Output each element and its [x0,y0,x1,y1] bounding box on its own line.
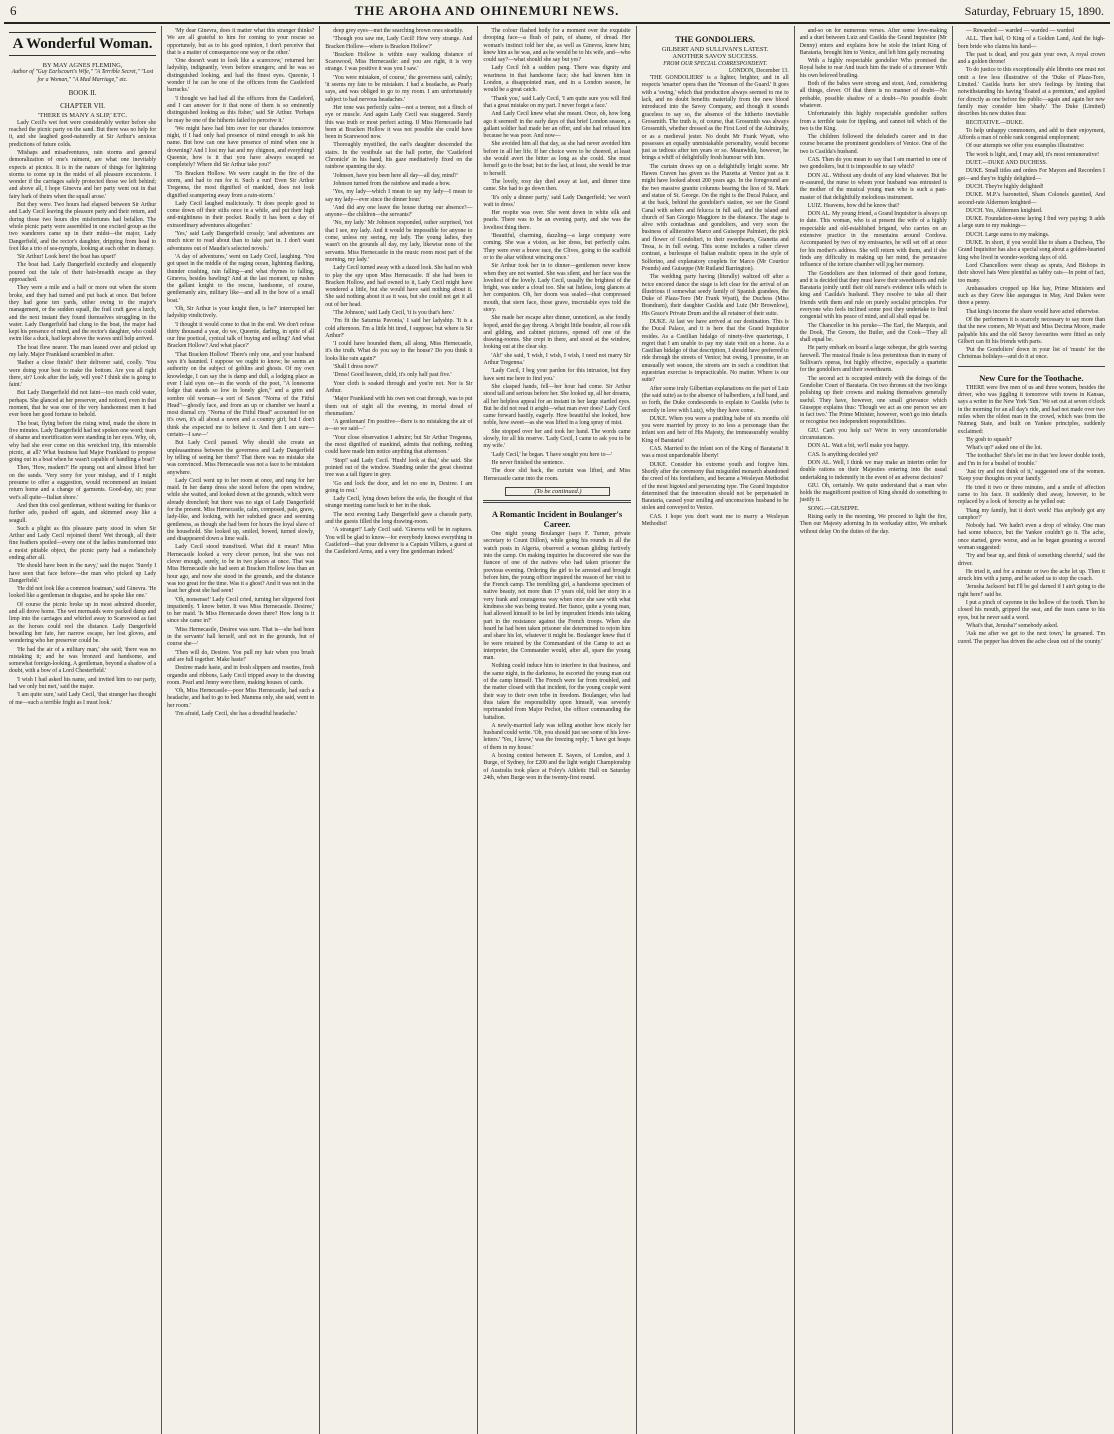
paragraph: 'He had the air of a military man,' she said; 'there was no mistaking it; and he was bronzed and handsome, and somewhat foreign-looking. A gentleman, beyond a shadow of a doubt, with a bow of a Lord Chesterfield.' [9,646,157,675]
paragraph: 'Sir Arthur! Look here! the boat has upset!' [17,254,117,261]
paragraph: Your cloth is soaked through and you're not. Nor is Sir Arthur. [325,380,473,394]
paragraph: 'I am quite sure,' said Lady Cecil, 'that stranger has thought of me—such a terrible fright as I must look.' [9,692,157,706]
paragraph: The boat, flying before the rising wind, made the shore in five minutes. Lady Dangerfield had not spoken one word; tears of shame and mortification were standing in her eyes. Why, oh, why had she ever come on this wretched trip, this miserable picnic, at all? What business had Major Frankland to propose going out in a boat when he wasn't capable of handling a boat? [9,420,157,464]
paragraph: 'Ah!' she said, 'I wish, I wish, I wish, I need not marry Sir Arthur Tregenna.' [483,352,631,367]
paragraph: One night young Boulanger (says F. Turner, private secretary to Count Dillon), while going his rounds in all the watch posts in Algeria, observed a woman gliding furtively into the camp. On making inquiries he discovered she was the fiancee of one of the natives who had taken prisoner the previous evening. Ordering the girl to be arrested and brought before him, the young officer inquired the reason of her visit to the French camp. The trembling girl, a handsome specimen of native beauty, not more than 17 years old, told her story in a very frank and courageous way when once she saw with what kindness she was being treated. Her fiance, quite a young man, had allowed himself to be led by imprudent friends into taking part in the resistance against the French troops. When she heard he had been taken prisoner she determined to rejoin him and share his lot, whatever it might be. Boulanger knew that if he were retained by the Commandant of the Camp to act as interpreter, the Commander would, after all, spare the young man. [483,531,631,662]
columns [4,26,1110,1434]
paragraph: CAS. Then do you mean to say that I am married to one of two gondoliers, but it is impossible to say which? [799,157,947,171]
column-4-body [483,28,630,483]
column-5 [637,26,795,1434]
byline: BY MAY AGNES FLEMING, [42,62,123,69]
paragraph: 'I'm fit the Saturnia Pavonia,' I said her ladyship. 'It is a cold afternoon. I'm a little bit tired, I suppose; but where is Sir Arthur?' [325,318,473,339]
paragraph: Lady Cecil stood transfixed. What did it mean? Miss Hernecastle looked a very clever person, but she was not clever enough, surely, to be in two places at once. That was Miss Hernecastle she had seen at Bracken Hollow less than an hour ago, and now she stood in the grounds, and the distance was too great for the time. Was it a ghost? And it was not in the least her ghost she had seen! [167,544,315,595]
paragraph: 'The toothache! She's let me in that 'ere lower double tooth, and I'm in for a bushel of trouble.' [957,453,1105,467]
paragraph: 'Stop!' said Lady Cecil. 'Hush! look at that,' she said. She pointed out of the window. Standing under the great chestnut tree was a tall figure in grey. [325,457,473,479]
paragraph: A boxing contest between E. Sayers, of London, and J. Burge, of Sydney, for £200 and the light weight Championship of Australia took place at Foley's Athletic Hall on Saturday 24th, when Burge won in the twenty-first round. [483,753,631,781]
issue-date: Saturday, February 15, 1890. [964,3,1104,18]
paragraph: The curtain draws up on a delightfully bright scene. Mr Hawes Craven has given us the Piazetta at Venice just as it might have looked about 200 years ago. In the foreground are the two massive granite columns bearing the lion of St. Mark and statue of St. George. On the right is the Ducal Palace, and at the back, behind the gondolier's station, we see the Grand Canal with sebers and felucca in full sail, and the island and church of San Giorgio Maggiore in the distance. The stage is alive with contadinas and gondoliers, and very soon the business of alliterative Marco and Guiseppe Palmieri, the pick and flower of Gondolieri, to their sweethearts, Gianetta and Tessa, is in full swing. This scene includes a rather clever contrast, a burlesque of Italian realistic opera in the style of Solferino, and explanatory couplets for Marco (Mr Courtice Pounds) and Guiseppe (Mr Rutland Barrington). [641,163,789,272]
paragraph: DUKE. In short, if you would like to sham a Duchess, The Grand Inquisitor has also a special song about a golden-hearted king who lived in wonder-working days of old. [957,240,1105,261]
paragraph: DUKE. Foundation-stone laying I find very paying; It adds a large sum to my makings— [957,216,1105,230]
gondoliers-heading: THE GONDOLIERS. [675,34,756,44]
paragraph: Her tone was perfectly calm—not a tremor, not a flinch of eye or muscle. And again Lady Cecil was staggered. Surely this was truth or most perfect acting. If Miss Hernecastle had been at Bracken Hollow it was not possible she could have been in Scarswood now. [325,104,473,141]
paragraph: 'Mishaps and misadventures, rain storms and general demoralization of one's raiment, are what one inevitably expects at picnics. It is in the nature of things for lightning storms to come up in the midst of all pleasure excursions. I wonder if the carriages safely protected those we left behind; and above all, I hope Ginevra and her party went out in that fairy bark of theirs when the squall arose.' [9,149,157,200]
paragraph: She avoided him all that day, as she had never avoided him before in all her life. If her choice were to be cheered, at least she would avert the bitter as long as she could. She must herself go to the boat; but to the last, at least, she would be true to herself. [483,141,631,177]
paragraph: — Rewarded — warded — warded — warded [965,28,1074,34]
paragraph: Lady Cecil went up to her room at once, and rang for her maid. In her damp dress she stood before the open window, while she waited, and looked down at the grounds, which were already drenched; but there was no sign of Lady Dangerfield for the present. Miss Hernecastle, calm, composed, pale, grave, lady-like, and looking, with her subdued grace and seeming gentleness, as though she had been for hours the loyal slave of the household. She looked up, smiled, bowed, turned slowly, and disappeared down a lime walk. [167,477,315,543]
paragraph: 'Yes, my lady—which I mean to say my lady—I mean to say my lady—ever since the dinner hour.' [325,189,473,203]
paragraph: Lady Cecil, lying down before the sofa, the thought of that strange meeting came back to her in the dusk. [325,496,473,510]
paragraph: DUKE. At last we have arrived at our destination. This is the Ducal Palace, and it is here that the Grand Inquisitor resides. As a Castilian hidalgo of ninety-five quarterings, I regret that I am unable to pay my state visit on a horse. As a Castilian hidalgo of that description, I should have preferred to ride through the streets of Venice; but owing, I presume, to an unusually wet season, the streets are in such a condition that equestrian exercise is impracticable. No matter. Where is our suite? [641,318,789,384]
paragraph: Lord Chancellors were cheap as sprats, And Bishops in their shovel hats Were plentiful as tabby cats—In point of fact, too many. [957,262,1105,284]
paragraph: But Lady Cecil paused. Why should she create an unpleasantness between the governess and Lady Dangerfield by telling of seeing her there? That there was no mistake she was convinced. Miss Hernecastle was not a face to be mistaken anywhere. [167,440,315,476]
column-1-body [9,120,156,707]
paragraph: DUKE. When you were a prattling babe of six months old you were married by proxy to no less a personage than the infant son and heir of His Majesty, the immeasurably wealthy King of Barataria! [641,415,789,444]
paragraph: RECITATIVE.—DUKE. [965,119,1024,126]
paragraph: THERE were five men of us and three women, besides the driver, who was jiggling it tomorrow with towns in Kansas, says a writer in the New York 'Sun.' We set out at seven o'clock in the morning for an all day's ride, and had not made over two miles when the oldest man in the crowd, which was from the Nutmeg State, and built on Yankee principles, suddenly exclaimed: [957,384,1105,435]
paragraph: 'Just try and not think of it,' suggested one of the women. 'Keep your thoughts on your family.' [957,469,1105,483]
paragraph: GIU. Can't you help us? We're in very uncomfortable circumstances. [799,427,947,442]
paragraph: 'Miss Hernecastle, Desiree was sure. That is—she had been in the servants' hall herself, and not in the grounds, but of course she—' [167,626,315,648]
paragraph: 'Major Frankland with his own wet coat through, was to put them out of sight all the evening, in mortal dread of rheumatism.' [325,396,473,417]
paragraph: The lovely, rosy day died away at last, and dinner time came. She had to go down then. [483,178,631,193]
paragraph: He tried it two or three minutes, and a smile of affection came to his face. It suddenly died away, however, to be replaced by a look of ferocity as he yelled out: [957,484,1105,506]
toothache-body [958,385,1105,646]
paragraph: 'Oh, Miss Hernecastle—poor Miss Hernecastle, had such a headache, and had to go to bed. Mamma only, she said, went to her room.' [167,688,315,709]
paragraph: 'Lady Cecil, I beg your pardon for this intrusion, but they have sent me here to find you.' [483,368,631,382]
paragraph: 'That Bracken Hollow! There's only one, and your husband says it's haunted. I suppose we ought to know; he seems an authority on the subject of goblins and ghosts. Of my own knowledge, I can say the is damp and dull, a lodging place as ever I laid eyes on—in the words of the poet, "A lonesome lodge that stands so low in lonely glen," and a grim and sombre old woman—a sort of Saxon "Norna of the Fitful Head"—ghostly face, and from an up or chamber we heard a most dismal cry. "Norna of the Fitful Head" accounted for on it's own, it's all about a raven and a country girl; but I don't think she expected me to believe it. And then I am sure—certain—I saw—' [167,351,315,439]
paragraph: Lady Cecil felt a sudden pang. There was dignity and weariness in that handsome face; she had known him in London, a disappointed man, and in a London season, he would be a great catch. [483,65,631,94]
paragraph: 'I thought it would come to that in the end. We don't refuse thirty thousand a year, do we, Queenie, darling, in spite of all our fine poetical, cynical talk of buying and selling? And what Bracken Hollow? And what place?' [167,321,315,350]
paragraph: The next evening Lady Dangerfield gave a charade party, and the guests filled the long drawing-room. [325,511,473,525]
paragraph: CAS. I hope you don't want me to marry a Wesleyan Methodist! [641,513,789,527]
paragraph: DUKE. M.P.'s baronetted, Sham Colonels gazetted, And second-rate Aldermen knighted— [957,192,1105,206]
paragraph: The work is light, and, I may add, it's most remunerative! [965,151,1100,158]
paragraph: Such a plight as this pleasure party stood in when Sir Arthur and Lady Cecil rejoined them! Wet through, all their fine feathers spoiled—every one of the ladies transformed into a moist pitiable object, the picnic party had a melancholy ending after all. [9,525,157,561]
paragraph: Then, 'How, madam?' He sprang out and almost lifted her on the sands. 'Very sorry for your mishap, and if I might presume to offer a suggestion, would recommend an instant return home and a change of garments. Good-day, sir; your wet's all quite—Italian shore.' [9,465,157,501]
gondoliers-subheading-1: GILBERT AND SULLIVAN'S LATEST. [661,46,769,53]
paragraph: The boat flew nearer. The man leaned over and picked up my lady. Major Frankland scrambled in after. [9,344,157,358]
paragraph: 'What's up?' asked one of the lot. [965,445,1042,452]
paragraph: DON AL. Without any doubt of any kind whatever. But be re-assured, the nurse to whom your husband was entrusted is the mother of the musical young man who is such a past-master of that delightfully melodious instrument. [799,172,947,201]
column-7 [953,26,1110,1434]
paragraph: ALL. Then hail, O King of a Golden Land, And the high-born bride who claims his hand— [957,36,1105,50]
paragraph: Nothing could induce him to interfere in that business, and the same night, in the darkness, he escorted the young man out of the camp himself. The French were far from troubled, and the matter closed with that incident, for the young couple went their way to their own tribe in freedom. Boulanger, who had thus taken the responsibility upon himself, was severely reprimanded from Major Pechot, the officer commanding the battalion. [483,663,631,721]
paragraph: Johnson turned from the rainbow and made a bow. [333,180,451,187]
paragraph: 'My dear Ginevra, does it matter what this stranger thinks? We are all grateful to him for coming to your rescue so opportunely, but as to his good opinion, I don't perceive that that is a matter of consequence one way or the other.' [167,28,315,56]
paragraph: The boat had. Lady Dangerfield excitedly and eloquently poured out the tale of their hair-breadth escape as they approached. [9,262,157,284]
paragraph: Of our attempts we offer you examples illustrative: [965,143,1085,150]
paragraph: DUCH. Large sums to my makings. [965,231,1050,238]
paragraph: LUIZ. Heavens, how did he know that? [807,202,900,209]
paragraph: CAS. Married to the infant son of the King of Barataria! It was a most unpardonable liberty! [641,446,789,460]
paragraph: SONG.—GIUSEPPE. [807,505,860,512]
paragraph: The past is dead, and you gain your own, A royal crown and a golden throne! [957,51,1105,66]
paragraph: Both of the babes were strong and stout, And, considering all things, clever. Of that there is no manner of doubt—No probable, possible shadow of a doubt—No possible doubt whatever. [799,81,947,109]
paragraph: 'By gosh to squash!' [965,436,1013,443]
paragraph: That king's income the share would have acted otherwise. [965,308,1100,315]
column-3 [320,26,478,1434]
paragraph: Lady Cecil turned away with a dazed look. She had no wish to play the spy upon Miss Hernecastle. If she had been to Bracken Hollow, and had owned to it, Lady Cecil might have wondered a little, but she would have said nothing about it. She said nothing about it as it was, but she could not get it all out of her head. [325,265,473,308]
column-2-body [167,28,314,718]
paragraph: 'We might have had him over for our charades tomorrow night, if I had only had presence of mind enough to ask his name. But how can one have presence of mind when one is drowning? And I lost my hat and my chignon, and everything! Queenie, how is it that you have always escaped so completely? Where did Sir Arthur take you?' [167,125,315,169]
correspondent-credit: FROM OUR SPECIAL CORRESPONDENT. [663,60,768,67]
paragraph: 'Your close observation I admire; but Sir Arthur Tregenna, the most dignified of mankind, admits that nothing, nothing could have made him notice anything that afternoon.' [325,434,473,456]
paragraph: 'And did any one leave the house during our absence?—anyone—the children—the servants?' [325,204,473,219]
book-number: BOOK II. [68,88,97,97]
paragraph: 'Hang my family, but it don't work! Has anybody got any camphor?' [957,507,1105,521]
paragraph: Of course the picnic broke up in most admired disorder, and all drove home. The wet mermaids were packed damp and limp into the carriages and whirled away to Scarswood as fast as the horses could reel the distance. Lady Dangerfield bewailing her fate, her narrow escape, her lost gloves, and wondering who her preserver could be. [9,601,157,645]
paragraph: 'I could have hounded them, all along, Miss Hernecastle, it's the truth. What do you say to the house? Do you think it looks like rain again?' [325,341,473,362]
paragraph: The Chancellor in his peruke—The Earl, the Marquis, and the Dook, The Groom, the Butler, and the Cook—They all shall equal be. [799,322,947,344]
paragraph: Desiree made haste, and in fresh slippers and rosettes, fresh organdie and ribbons, Lady Cecil tripped away to the drawing room. Pearl and Jenny were there, making houses of cards. [167,665,315,686]
column-6 [795,26,953,1434]
paragraph: The Gondoliers are then informed of their good fortune, and it is decided that they must leave their sweethearts and rule Barataria jointly until their old nurse's evidence tells which is king and Casilda's husband. They resolve to take all their friends with them and rule on purely socialist principles. For everyone who feels inclined some post they undertake to find congenial with his peace of mind, and all shall equal be. [799,270,947,321]
paragraph: and-so on for numerous verses. After some love-making and a duet between Luiz and Casilda the Grand Inquisitor (Mr Denny) enters and explains how he stole the infant King of Barataria, brought him to Venice, and left him gaily recreating [799,28,947,56]
paragraph: DUET.—DUKE AND DUCHESS. [965,160,1048,167]
paragraph: The wedding party having (literally) waltzed off after a twice encored dance the stage is left clear for the arrival of an illustrious if somewhat seedy family of Spanish grandees, the Duke of Plaza-Toro (Mr Frank Wyatt), the Duchess (Miss Brandram), their daughter Casilda and Luiz (Mr Brownlow), His Grace's Private Drum and the all retainer of their suite. [641,274,789,317]
dateline: LONDON, December 13. [728,67,789,74]
paragraph: 'A gentleman! I'm positive—there is no mistaking the air of a—so we said—' [325,419,473,433]
paragraph: 'Jerusha Jackson! but I'll be gol darned if I ain't going to die right here!' said he. [957,584,1105,598]
paragraph: DUKE. Consider his extreme youth and forgive him. Shortly after the ceremony that misguided monarch abandoned the creed of his forefathers, and became a Wesleyan Methodist of the most bigoted and persecuting type. The Grand Inquisitor determined that the innovation should not be perpetuated in Barataria, caused your smiling and unconscious husband to be stolen and conveyed to Venice. [641,461,789,512]
paragraph: 'It's only a dinner party,' said Lady Dangerfield; 'we won't wait to dress.' [483,194,631,208]
paragraph: And Lady Cecil knew what she meant. Once, oh, how long ago it seemed! in the early days of that brief London season, a gallant soldier had made her an offer, and she had refused him because he was poor. And now— [483,111,631,140]
story-heading: A Wonderful Woman. [9,32,156,56]
column-3-body [325,28,472,556]
column-6-body [800,28,947,536]
paragraph: I put a pinch of cayenne in the hollow of the tooth. Then he closed his mouth, gripped the seat, and the tears came to his eyes, but he never said a word. [957,600,1105,621]
paragraph: 'Oh, Sir Arthur is your knight then, is he?' interrupted her ladyship vindictively. [167,305,315,320]
paragraph: He never finished the sentence. [491,459,565,466]
paragraph: The second act is occupied entirely with the doings of the Gondolier Court of Barataria. On two thrones sit the two kings polishing up their crowns and making themselves generally useful. They have, however, one small grievance which Giuseppe explains thus: 'Though we act as one person we are in fact two.' The Prime Minister, however, won't go into details or recognise two independent responsibilities. [799,375,947,426]
paragraph: 'One doesn't want to look like a scarecrow,' returned her ladyship, indignantly, 'even before strangers; and he was so distinguished looking, and had the finest eyes. Queenie, I wonder if he can be one of the officers from the Castleford barracks.' [167,58,315,94]
paragraph: After some truly Gilbertian explanations on the part of Luiz (the said suite) as to the absence of halberdiers, a full band, and so forth, the Duke condescends to explain to Casilda (who is secretly in love with Luiz), why they have come. [641,385,789,414]
paragraph: Lady Cecil laughed maliciously. 'It does people good to come down off their stilts once in a while, and put their high and-mightiness in their pocket. Really it has been a day of extraordinary adventures altogether.' [167,200,315,229]
paragraph: To help unhappy commoners, and add to their enjoyment, Affords a man of noble rank congenial employment; [957,127,1105,142]
romance-body [483,531,630,782]
paragraph: But they were. Two hours had elapsed between Sir Arthur and Lady Cecil leaving the pleasure party and their return, and during those two hours dire misfortunes had befallen. The whole picnic party were assembled in one excited group as the two wanderers came up in their midst—the major, Lady Dangerfield, and the rector's daughter, dripping from head to foot like a trio of sea-nymphs, looking at each other in dismay. [9,202,157,252]
paragraph: 'Lady Cecil,' he began. 'I have sought you here to—' [491,451,613,458]
romance-heading: A Romantic Incident in Boulanger's Career. [491,509,623,530]
paragraph: 'Beautiful, charming, dazzling—a large company were coming. She was a vision, as her dress, but perfectly calm. They were ever a brave race, the Clives, going to the scaffold or to the altar without wincing once.' [483,233,631,261]
column-5-body [642,75,789,528]
newspaper-title: THE AROHA AND OHINEMURI NEWS. [354,3,620,18]
column-4 [478,26,636,1434]
paragraph: And then this cool gentleman, without waiting for thanks or further ado, pushed off again, and skimmed away like a seagull. [9,502,157,524]
paragraph: Ambassadors cropped up like hay, Prime Ministers and such as they Grew like asparagus in May, And Dukes were three a penny. [957,285,1105,307]
paragraph: The door slid back, the curtain was lifted, and Miss Hernecastle came into the room. [483,468,631,482]
column-1 [4,26,162,1434]
paragraph: 'Dress! Good heaven, child, it's only half past five.' [333,372,452,379]
paragraph: 'A day of adventures,' went on Lady Cecil, laughing. 'You got upset in the middle of the raging ocean, lightning flashing, thunder crashing, rain falling—and what rhymes to falling, Ginevra, besides bawling? And at the last moment, up rushes the gallant knight to the rescue, handsome, of course, gentlemanly airs, military like—and all in the bow of a small boat.' [167,253,315,304]
paragraph: She clasped hands, fell—her hour had come. Sir Arthur stood tall and serious before her. She looked up, all her dreams, all her helpless appeal for an instant in her large startled eyes. But he did not read it aright—what man ever does? Lady Cecil came forward hastily, eagerly. How beautiful she looked, how noble, how sweet—as she was lifted in a long spray of mist. [483,383,631,427]
paragraph: 'Thank you,' said Lady Cecil, 'I am quite sure you will find that a great mistake on my part. I never forget a face.' [483,95,631,109]
paragraph: Rising early in the morning, We proceed to light the fire, Then our Majesty adorning In its workaday attire, We embark without delay On the duties of the day. [799,514,947,535]
paragraph: They were a mile and a half or more out when the storm broke, and they had turned and put back at once. But before they had gone ten yards, either owing to the major's management, or the sudden squall, the frail craft gave a lurch, and the next instant they found themselves struggling in the water. Lady Dangerfield had clung to the boat, the major had kept his presence of mind, and the rector's daughter, who could swim like a duck, had kept above the waves until help arrived. [9,285,157,343]
paragraph: 'Go and lock the door, and let no one in, Desiree. I am going to rest.' [325,480,473,494]
paragraph: 'No, my lady.' Mr Johnson responded, rather surprised, 'not that I see, my lady. And it would be impossible for anyone to come, unless my seeing, my lady. The young ladies, they wasn't on the grounds all day, my lady, likewise none of the servants. Miss Hernecastle in the music room most part of the morning, my lady.' [325,220,473,263]
paragraph: 'Johnson, have you been here all day—all day, mind?' [333,172,458,179]
paragraph: DUCH. Yes, Aldermen knighted. [965,207,1043,214]
paragraph: 'Put the Gondoliers' down in your list of 'musts' for the Christmas holidays—and do it at once. [957,347,1105,361]
paragraph: But Lady Dangerfield did not faint—too much cold water, perhaps. She glanced at her preserver, and noticed, even in that moment, that he was one of the very handsomest men it had ever been her good fortune to behold. [9,390,157,419]
paragraph: 'Try and bear up, and think of something cheerful,' said the driver. [957,553,1105,567]
paragraph: 'Then will do, Desiree. You pull my hair when you brush and are full together. Make haste!' [167,649,315,663]
paragraph: With a highly respectable gondolier Who promised the Royal babe to rear And teach him the trade of a timoneer With his own beloved bratling. [799,58,947,79]
paragraph: DON AL. Well, I think we may make an interim order for double rations on their Majesties entering into the usual undertaking to indemnify in the event of an adverse decision? [799,459,947,481]
paragraph: DON AL. My young friend, a Grand Inquisitor is always up to date. This woman, who is at present the wife of a highly respectable and old-established brigand, who carries on an extensive practice in the mountains around Cordova. Accompanied by two of my emissaries, he will set off at once for his mother's address. She will return with them, and if she finds any difficulty in making up her mind, the persuasive influence of the torture chamber will jog her memory. [799,211,947,269]
gondoliers-subheading-2: ANOTHER SAVOY SUCCESS. [672,53,758,61]
paragraph: 'I'm afraid, Lady Cecil, she has a dreadful headache.' [175,711,298,718]
paragraph: DON AL. Wait a bit, we'll make you happy. [807,443,910,450]
paragraph: Of the performers it is scarcely necessary to say more than that the new comers, Mr Wyatt and Miss Decima Moore, made palpable hits and the old Savoy favourites were fitted as only Gilbert can fit his friends with parts. [957,316,1105,345]
paragraph: Lady Cecil's wet feet were considerably wetter before she reached the picnic party on the sand. But there was no help for it, and she laughed good-naturedly at Sir Arthur's anxious predictions of future colds. [9,119,157,148]
paragraph: 'Ask me after we get to the next town,' he groaned. 'I'm cured. The pepper has driven the ache clean out of the county.' [957,631,1105,645]
paragraph: deep grey eyes—met the searching brown ones steadily. [333,28,464,34]
column-7-body [958,28,1105,362]
paragraph: GIU. Oh, certainly. We quite understand that a man who holds the magnificent position of King should do something to justify it. [799,482,947,504]
page-number: 6 [10,3,17,18]
to-be-continued: (To be continued.) [505,487,610,496]
divider [958,366,1105,367]
paragraph: She made her escape after dinner, unnoticed, as she fondly hoped, amid the gay throng. A bright little boudoir, all rose silk and gilding, and cabinet pictures, opened off one of the drawing-rooms. She crept in there, and stood at the window, looking out at the clear sky. [483,315,631,351]
paragraph: 'Though you saw me, Lady Cecil! How very strange. And Bracken Hollow—where is Bracken Hollow?' [325,36,473,50]
divider [483,500,630,503]
column-2 [162,26,320,1434]
paragraph: The colour flashed hotly for a moment over the exquisite drooping face—a flush of pain, of shame, of dread. Her woman's instinct told her she, as well as Ginevra, knew him; knew him as he was, and as he would be to his wife, and—who could say?—what should she say but yes? [483,28,631,64]
paragraph: 'He did not look like a common boatman,' said Ginevra. 'He looked like a gentleman in disguise, and he spoke like one.' [9,586,157,600]
paragraph: A newly-married lady was telling another how nicely her husband could write. 'Oh, you should just see some of his love-letters.' 'Yes, I know,' was the freezing reply; 'I have got heaps of them in my house.' [483,722,631,751]
paragraph: 'Rather a close finish!' their deliverer said, coolly. 'You were doing your best to make the bottom. Are you all right there, sir? Look after the lady, will you? I think she is going to faint.' [9,360,157,389]
paragraph: 'He should have been in the navy,' said the major. 'Surely I have seen that face before—the man who picked up Lady Dangerfield.' [9,563,157,584]
paragraph: Her respite was over. She went down in white silk and pearls. There was to be an evening party, and she was the loveliest thing there. [483,210,631,231]
paragraph: To do justice to this exceptionally able libretto one must not omit a few less illustrative of the 'Duke of Plaza-Toro, Limited.' Casilda hurts her sire's feelings by hinting that notwithstanding his having 'floated at a premium,' and applied for directly as one before the public—again and again her new family may consider him 'shady.' The Duke (Limited) describes his new duties thus: [957,67,1105,118]
paragraph: 'Oh, nonsense!' Lady Cecil cried, turning her slippered foot impatiently. 'I know better. It was Miss Hernecastle. Desiree,' to her maid. 'Is Miss Hernecastle down there? How long is it since she came in?' [167,596,315,625]
paragraph: 'What's that, Jerusha?' somebody asked. [965,622,1059,629]
chapter-subtitle: 'THERE IS MANY A SLIP,' ETC. [38,112,128,120]
paragraph: 'To Bracken Hollow. We were caught in the fire of the storm, and had to run for it. Such a run! Even Sir Arthur Tregenna, the most dignified of mankind, does not look dignified scampering away from a rain-storm.' [167,170,315,199]
masthead [4,0,1110,24]
paragraph: CAS. Is anything decided yet? [807,451,879,458]
paragraph: 'I thought we had had all the officers from the Castleford, and I can answer for it that none of them is so eminently distinguished looking as this fisher,' said Sir Arthur. 'Perhaps he may be one of the hitherto failed to perceive it.' [167,95,315,124]
paragraph: 'Bracken Hollow is within easy walking distance of Scarswood, Miss Hernecastle: and you are right, it is very strange. I was positive it was you I saw.' [325,51,473,73]
paragraph: She stopped over her and took her hand. The words came slowly, for all his reserve. 'Lady Cecil, I came to ask you to be my wife.' [483,428,631,450]
paragraph: He tried it, and for a minute or two the ache let up. Then it struck him with a jump, and he asked us to stop the coach. [957,568,1105,583]
paragraph: Thoroughly mystified, the earl's daughter descended the stairs. In the vestibule sat the hall porter, the 'Castleford Chronicle' in his hand, his gaze meditatively fixed on the rainbow spanning the sky. [325,142,473,171]
paragraph: DUCH. They're highly delighted! [965,183,1044,190]
paragraph: The children followed the deluded's career and in due course became the prominent gondoliers of Venice. One of the two is Casilda's husband. [799,134,947,155]
paragraph: 'I wish I had asked his name, and invited him to our party, had we only but met,' said the major. [9,676,157,691]
paragraph: Unfortunately this highly respectable gondolier suffers from a terrible taste for tippling, and cannot tell which of the two is the King. [799,111,947,132]
author-credits: Author of "Guy Earlscourt's Wife," "A Terrible Secret," "Lost for a Woman," "A Mad Marriage," etc. [11,69,154,83]
paragraph: 'The Johnson,' said Lady Cecil, 'it is you that's here.' [333,309,455,316]
chapter-number: CHAPTER VII. [60,102,106,111]
paragraph: 'THE GONDOLIERS' is a lighter, brighter, and in all respects 'smarter' opera than the 'Yeoman of the Guard.' It goes with a 'swing,' which that production always seemed to me to lack, and no doubt benefits materially from the new blood introduced into the Savoy Company, and though it sounds graceless to say so, the absence of the hitherto inevitable Grossmith. The truth is, of course, that Grossmith was always Grossmith, whether dressed as the First Lord of the Admiralty, or as a medieval jester. No doubt Mr Frank Wyatt, who possesses an equally unmistakable personality, would become just as tedious after ten years or so. Meanwhile, however, he brings a whiff of delightfully fresh humour with him. [641,75,789,162]
paragraph: 'Shall I dress now?' [333,364,379,371]
paragraph: 'Yes,' said Lady Dangerfield crossly; 'and adventures are much nicer to read about than to take part in. I don't want adventures out of Maudie's selected novels.' [167,231,315,252]
paragraph: 'You were mistaken, of course,' the governess said, calmly; 'it seems my fate to be mistaken. I had a headache, as Pearly says, and was obliged to go to my room. I am unfortunately subject to bad nervous headaches.' [325,74,473,103]
toothache-heading: New Cure for the Toothache. [979,372,1084,383]
paragraph: DUKE. Small titles and orders For Mayors and Recorders I get—and they're highly delighted— [957,168,1105,182]
paragraph: Nobody had. 'We hadn't even a drop of whisky. One man had some tobacco, but the Yankee couldn't go it. The ache, once started, grew worse, and as he began groaning a second woman suggested: [957,523,1105,551]
paragraph: Sir Arthur took her in to dinner—gentlemen never know when they are not wanted. She was silent, and her face was the loveliest of the lovely. Lady Cecil, usually the brightest of the bright, was under a cloud too. She sat listless, long glances at her companion. Oh, her doom was sealed—that compressed mouth, that stern face, those grave, inscrutable eyes told the story. [483,263,631,313]
paragraph: He party embark on board a large xebeque, the girls waving farewell. The musical finale is less pretentious than in many of Sullivan's operas, but highly effective, especially a quartette for the gondoliers and their sweethearts. [799,345,947,374]
paragraph: 'A stranger!' Lady Cecil said. 'Ginevra will be in raptures. You will be glad to know—for everybody knows everything in Castleford—that your deliverer is a Captain Villiers, a guest at the Castleford Arms, and a very fine gentleman indeed.' [325,527,473,556]
